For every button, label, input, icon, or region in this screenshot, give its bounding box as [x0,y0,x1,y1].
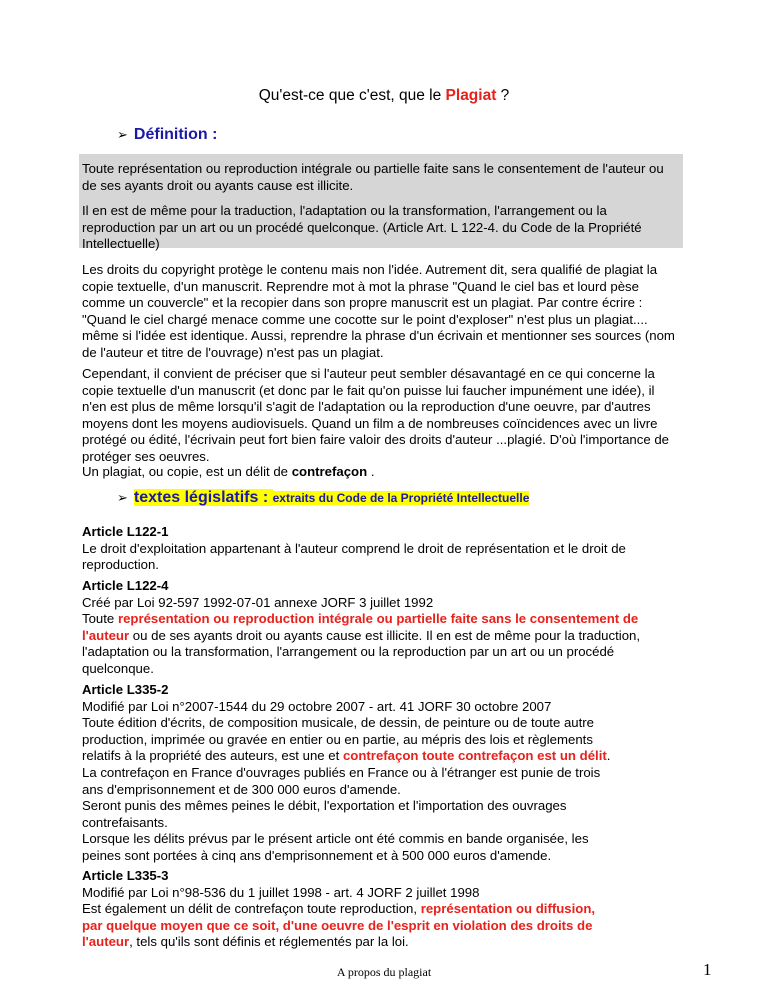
box-line: Toute représentation ou reproduction intégrale ou partielle faite sans le consentement de l'auteur ou [82,161,664,176]
title-end: ? [496,87,510,104]
box-line: Intellectuelle) [82,236,160,251]
article-title: Article L335-3 [82,868,169,883]
article-line: peines sont portées à cinq ans d'emprisonnement et à 500 000 euros d'amende. [82,847,552,863]
paragraph-line: protéger ses oeuvres. [82,448,210,464]
article-line: La contrefaçon en France d'ouvrages publiés en France ou à l'étranger est punie de trois [82,764,601,780]
article-line: Seront punis des mêmes peines le débit, l'exportation et l'importation des ouvrages [82,798,567,814]
paragraph-line: moyens dont les moyens audiovisuels. Quand un film a de nombreuses coïncidences avec un livre [82,415,658,431]
art2-red: représentation ou reproduction intégrale ou partielle faite sans le consentement de [117,611,639,627]
article-line: Créé par Loi 92-597 1992-07-01 annexe JORF 3 juillet 1992 [82,594,434,610]
article-line: Lorsque les délits prévus par le présent article ont été commis en bande organisée, les [82,831,589,847]
article-line [82,628,692,645]
paragraph-line: "Quand le ciel chargé menace comme une cocotte sur le point d'exploser" n'est plus un plagiat.... [82,311,648,327]
paragraph-line: copie textuelle d'un manuscrit (et donc par le fait qu'on puisse lui faucher impunément une idée), il [82,382,655,398]
article-title: Article L122-1 [82,524,169,539]
art2-red: l'auteur [82,627,130,643]
article-line: par quelque moyen que ce soit, d'une oeuvre de l'esprit en violation des droits de [82,917,593,933]
paragraph-line: copie textuelle, d'un manuscrit. Reprendre mot à mot la phrase "Quand le ciel bas et lourd pèse [82,278,639,294]
article-line [82,901,692,918]
paragraph-line: Cependant, il convient de préciser que si l'auteur peut sembler désavantagé en ce qui concerne la [82,366,655,381]
article-line: quelconque. [82,660,154,676]
paragraph-line: n'en est plus de même lorsqu'il s'agit de l'adaptation ou la reproduction d'une oeuvre, par d'autres [82,399,651,415]
para3-bold: contrefaçon [291,464,368,479]
heading-legislatifs-sub: extraits du Code de la Propriété Intellectuelle [272,491,530,505]
article-line: contrefaisants. [82,814,168,830]
article-line: reproduction. [82,557,159,573]
article-line [82,748,692,765]
article-line [82,934,692,951]
paragraph-copyright [82,262,692,362]
para3-end: . [367,464,375,479]
article-line [82,611,692,628]
title-highlight: Plagiat [445,87,497,104]
heading-legislatifs-label: textes législatifs : [133,489,273,506]
paragraph-line: protégé ou édité, l'écrivain peut fort bien faire valoir des droits d'auteur ...plagié. D'où l'importance de [82,432,669,448]
paragraph-line: de l'auteur et titre de l'ouvrage) n'est pas un plagiat. [82,344,384,360]
article-line: Toute édition d'écrits, de composition musicale, de dessin, de peinture ou de toute autre [82,715,595,731]
art3-text: relatifs à la propriété des auteurs, est une et [82,748,343,764]
definition-box [79,154,683,251]
title-text: Qu'est-ce que c'est, que le [258,87,446,104]
art4-text: , tels qu'ils sont définis et réglementés par la loi. [129,934,409,950]
para3-text: Un plagiat, ou copie, est un délit de [82,464,292,479]
arrow-bullet-icon: ➢ [117,490,128,505]
heading-definition-label: Définition : [133,126,218,143]
art2-text: Toute [82,611,118,627]
article-line: l'adaptation ou la transformation, l'arrangement ou la reproduction par un art ou un procédé [82,644,615,660]
article-line: Le droit d'exploitation appartenant à l'auteur comprend le droit de représentation et le droit de [82,540,626,556]
paragraph-line: Les droits du copyright protège le contenu mais non l'idée. Autrement dit, sera qualifié de plagiat la [82,262,658,277]
art3-text: . [606,748,611,764]
paragraph-adaptation [82,366,692,466]
article-title: Article L122-4 [82,578,169,593]
paragraph-contrefacon [82,464,692,481]
article-line: ans d'emprisonnement et de 300 000 euros d'amende. [82,781,401,797]
art4-red: l'auteur [82,934,130,950]
heading-textes-legislatifs [117,489,529,507]
page-number: 1 [703,960,712,979]
box-line: Il en est de même pour la traduction, l'adaptation ou la transformation, l'arrangement ou la [82,203,607,218]
article-line: Modifié par Loi n°2007-1544 du 29 octobre 2007 - art. 41 JORF 30 octobre 2007 [82,698,552,714]
article-line: Modifié par Loi n°98-536 du 1 juillet 1998 - art. 4 JORF 2 juillet 1998 [82,884,480,900]
art2-text: ou de ses ayants droit ou ayants cause est illicite. Il en est de même pour la traduction, [129,627,641,643]
art4-red: représentation ou diffusion, [420,901,596,917]
article-l122-4 [82,578,692,678]
box-line: reproduction par un art ou un procédé quelconque. (Article Art. L 122-4. du Code de la Propriété [82,220,642,235]
heading-definition [117,126,217,144]
paragraph-line: comme un couvercle" et la recopier dans son propre manuscrit est un plagiat. Par contre écrire : [82,295,643,311]
article-l335-2 [82,682,692,865]
box-line: de ses ayants droit ou ayants cause est illicite. [82,178,354,193]
article-l122-1 [82,524,692,574]
arrow-bullet-icon: ➢ [117,127,128,142]
art4-text: Est également un délit de contrefaçon toute reproduction, [82,901,421,917]
page-footer: A propos du plagiat [336,965,432,979]
article-l335-3 [82,868,692,951]
article-line: production, imprimée ou gravée en entier ou en partie, au mépris des lois et règlements [82,731,593,747]
article-title: Article L335-2 [82,682,169,697]
page-title [0,87,768,105]
paragraph-line: même si l'idée est identique. Aussi, reprendre la phrase d'un écrivain et mentionner ses sources (nom [82,328,675,344]
art3-red: contrefaçon toute contrefaçon est un délit [342,748,607,764]
paragraph-line [82,464,692,481]
